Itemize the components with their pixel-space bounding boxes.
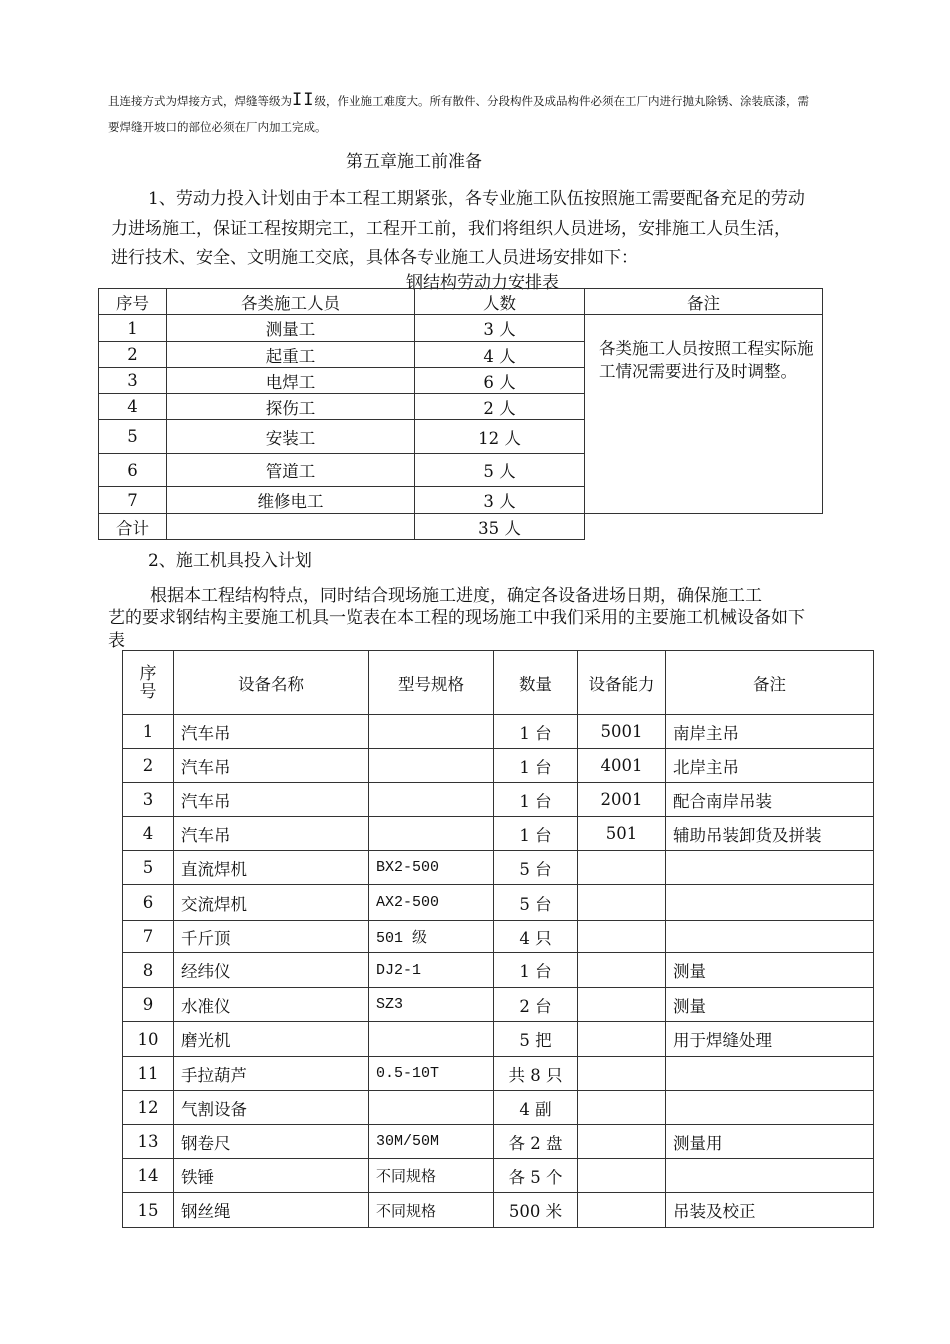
equip-model	[369, 715, 494, 749]
equip-model	[369, 817, 494, 851]
equip-note	[666, 1091, 874, 1125]
equip-name: 汽车吊	[174, 749, 369, 783]
equip-model: 0.5-10T	[369, 1057, 494, 1091]
equip-header-name: 设备名称	[174, 651, 369, 715]
labor-header-note: 备注	[585, 289, 823, 315]
equip-name: 磨光机	[174, 1022, 369, 1057]
table-row	[123, 783, 874, 817]
equip-qty: 4 副	[494, 1091, 578, 1125]
equip-name: 汽车吊	[174, 783, 369, 817]
section2-heading: 2、施工机具投入计划	[148, 551, 312, 571]
row-worker: 电焊工	[167, 368, 415, 394]
intro-line-1	[108, 87, 809, 115]
table-row	[123, 1022, 874, 1057]
row-no: 6	[99, 454, 167, 487]
equip-capacity: 5001	[578, 715, 666, 749]
intro-text-b: 级，作业施工难度大。所有散件、分段构件及成品构件必须在工厂内进行抛丸除锈、涂装底漆，需	[314, 94, 809, 108]
table-row	[123, 1057, 874, 1091]
equip-qty: 5 台	[494, 885, 578, 921]
equip-no: 5	[123, 851, 174, 885]
table-row	[99, 315, 823, 342]
row-worker: 维修电工	[167, 487, 415, 514]
equip-qty: 1 台	[494, 749, 578, 783]
row-no: 2	[99, 342, 167, 368]
equip-note: 用于焊缝处理	[666, 1022, 874, 1057]
labor-table	[98, 288, 823, 540]
table-row	[123, 1125, 874, 1159]
equip-model: 不同规格	[369, 1193, 494, 1228]
equip-qty: 1 台	[494, 953, 578, 988]
equip-name: 水准仪	[174, 988, 369, 1022]
equip-qty: 各 2 盘	[494, 1125, 578, 1159]
equip-no: 8	[123, 953, 174, 988]
intro-text-a: 且连接方式为焊接方式，焊缝等级为	[108, 94, 292, 108]
equip-qty: 500 米	[494, 1193, 578, 1228]
labor-note: 各类施工人员按照工程实际施工情况需要进行及时调整。	[585, 315, 823, 514]
section2-line-1: 根据本工程结构特点，同时结合现场施工进度，确定各设备进场日期，确保施工工	[150, 586, 762, 606]
table-row	[123, 1193, 874, 1228]
equip-name: 气割设备	[174, 1091, 369, 1125]
row-no: 3	[99, 368, 167, 394]
equip-no: 10	[123, 1022, 174, 1057]
equip-note: 测量用	[666, 1125, 874, 1159]
row-no: 4	[99, 394, 167, 420]
equip-note: 北岸主吊	[666, 749, 874, 783]
chapter-title: 第五章施工前准备	[346, 152, 482, 172]
row-no: 1	[99, 315, 167, 342]
labor-header-no: 序号	[99, 289, 167, 315]
equip-capacity	[578, 921, 666, 953]
equip-no: 14	[123, 1159, 174, 1193]
equip-name: 钢丝绳	[174, 1193, 369, 1228]
equip-capacity	[578, 1022, 666, 1057]
equip-qty: 2 台	[494, 988, 578, 1022]
equip-capacity	[578, 851, 666, 885]
equip-no: 15	[123, 1193, 174, 1228]
equip-name: 千斤顶	[174, 921, 369, 953]
row-no: 7	[99, 487, 167, 514]
section2-line-3: 表	[108, 631, 125, 651]
equip-model: DJ2-1	[369, 953, 494, 988]
equip-name: 铁锤	[174, 1159, 369, 1193]
equip-qty: 4 只	[494, 921, 578, 953]
labor-table-header	[99, 289, 823, 315]
equip-note	[666, 1159, 874, 1193]
row-count: 5 人	[415, 454, 585, 487]
equip-note	[666, 1057, 874, 1091]
labor-header-count: 人数	[415, 289, 585, 315]
total-empty	[167, 514, 415, 540]
equip-header-note: 备注	[666, 651, 874, 715]
equip-name: 汽车吊	[174, 715, 369, 749]
equip-capacity	[578, 1125, 666, 1159]
equip-no: 2	[123, 749, 174, 783]
equip-header-model: 型号规格	[369, 651, 494, 715]
equip-capacity	[578, 953, 666, 988]
total-count: 35 人	[415, 514, 585, 540]
equip-note: 南岸主吊	[666, 715, 874, 749]
section2-line-2: 艺的要求钢结构主要施工机具一览表在本工程的现场施工中我们采用的主要施工机械设备如下	[108, 608, 805, 628]
equip-model	[369, 1091, 494, 1125]
equip-note: 吊装及校正	[666, 1193, 874, 1228]
equip-qty: 5 把	[494, 1022, 578, 1057]
equip-model: 30M/50M	[369, 1125, 494, 1159]
equip-qty: 1 台	[494, 715, 578, 749]
labor-table-caption: 钢结构劳动力安排表	[406, 273, 559, 293]
equip-name: 汽车吊	[174, 817, 369, 851]
equip-header-capacity: 设备能力	[578, 651, 666, 715]
table-row	[123, 1091, 874, 1125]
equip-qty: 1 台	[494, 783, 578, 817]
table-row	[123, 953, 874, 988]
equip-name: 直流焊机	[174, 851, 369, 885]
row-worker: 起重工	[167, 342, 415, 368]
total-label: 合计	[99, 514, 167, 540]
table-row	[123, 885, 874, 921]
equipment-table	[122, 650, 874, 1228]
equip-no: 3	[123, 783, 174, 817]
equip-capacity	[578, 1091, 666, 1125]
equip-capacity: 4001	[578, 749, 666, 783]
equip-note: 配合南岸吊装	[666, 783, 874, 817]
equip-note: 测量	[666, 953, 874, 988]
equip-qty: 1 台	[494, 817, 578, 851]
row-worker: 安装工	[167, 420, 415, 454]
equip-capacity: 501	[578, 817, 666, 851]
equip-capacity: 2001	[578, 783, 666, 817]
equip-capacity	[578, 1193, 666, 1228]
equip-no: 6	[123, 885, 174, 921]
row-no: 5	[99, 420, 167, 454]
equip-name: 手拉葫芦	[174, 1057, 369, 1091]
table-row	[123, 921, 874, 953]
equip-qty: 共 8 只	[494, 1057, 578, 1091]
equipment-table-header	[123, 651, 874, 715]
weld-grade: II	[292, 90, 315, 110]
equip-name: 钢卷尺	[174, 1125, 369, 1159]
row-worker: 探伤工	[167, 394, 415, 420]
equip-no: 13	[123, 1125, 174, 1159]
equip-note	[666, 921, 874, 953]
section1-line-1: 1、劳动力投入计划由于本工程工期紧张，各专业施工队伍按照施工需要配备充足的劳动	[148, 189, 805, 209]
table-row	[123, 988, 874, 1022]
equip-model	[369, 1022, 494, 1057]
equip-note: 测量	[666, 988, 874, 1022]
row-count: 6 人	[415, 368, 585, 394]
equip-note: 辅助吊装卸货及拼装	[666, 817, 874, 851]
equip-header-no: 序号	[123, 651, 174, 715]
row-worker: 测量工	[167, 315, 415, 342]
equip-no: 11	[123, 1057, 174, 1091]
equip-qty: 5 台	[494, 851, 578, 885]
labor-total-row	[99, 514, 823, 540]
equip-capacity	[578, 988, 666, 1022]
equip-model: AX2-500	[369, 885, 494, 921]
row-count: 2 人	[415, 394, 585, 420]
row-count: 3 人	[415, 315, 585, 342]
equip-qty: 各 5 个	[494, 1159, 578, 1193]
equip-no: 1	[123, 715, 174, 749]
equip-name: 经纬仪	[174, 953, 369, 988]
row-count: 3 人	[415, 487, 585, 514]
equip-model	[369, 783, 494, 817]
section1-line-3: 进行技术、安全、文明施工交底，具体各专业施工人员进场安排如下：	[111, 248, 638, 268]
equip-note	[666, 851, 874, 885]
row-count: 12 人	[415, 420, 585, 454]
equip-model: SZ3	[369, 988, 494, 1022]
table-row	[123, 715, 874, 749]
section1-line-2: 力进场施工，保证工程按期完工，工程开工前，我们将组织人员进场，安排施工人员生活，	[111, 219, 791, 239]
equip-model	[369, 749, 494, 783]
table-row	[123, 851, 874, 885]
table-row	[123, 749, 874, 783]
row-count: 4 人	[415, 342, 585, 368]
intro-line-2: 要焊缝开坡口的部位必须在厂内加工完成。	[108, 120, 327, 134]
equip-model: 不同规格	[369, 1159, 494, 1193]
equip-no: 9	[123, 988, 174, 1022]
equip-no: 12	[123, 1091, 174, 1125]
equip-model: BX2-500	[369, 851, 494, 885]
labor-header-worker: 各类施工人员	[167, 289, 415, 315]
equip-header-qty: 数量	[494, 651, 578, 715]
equip-capacity	[578, 1057, 666, 1091]
table-row	[123, 1159, 874, 1193]
equip-capacity	[578, 1159, 666, 1193]
equipment-table-body	[123, 715, 874, 1228]
equip-name: 交流焊机	[174, 885, 369, 921]
equip-no: 7	[123, 921, 174, 953]
row-worker: 管道工	[167, 454, 415, 487]
equip-capacity	[578, 885, 666, 921]
table-row	[123, 817, 874, 851]
equip-no: 4	[123, 817, 174, 851]
equip-model: 501 级	[369, 921, 494, 953]
equip-note	[666, 885, 874, 921]
